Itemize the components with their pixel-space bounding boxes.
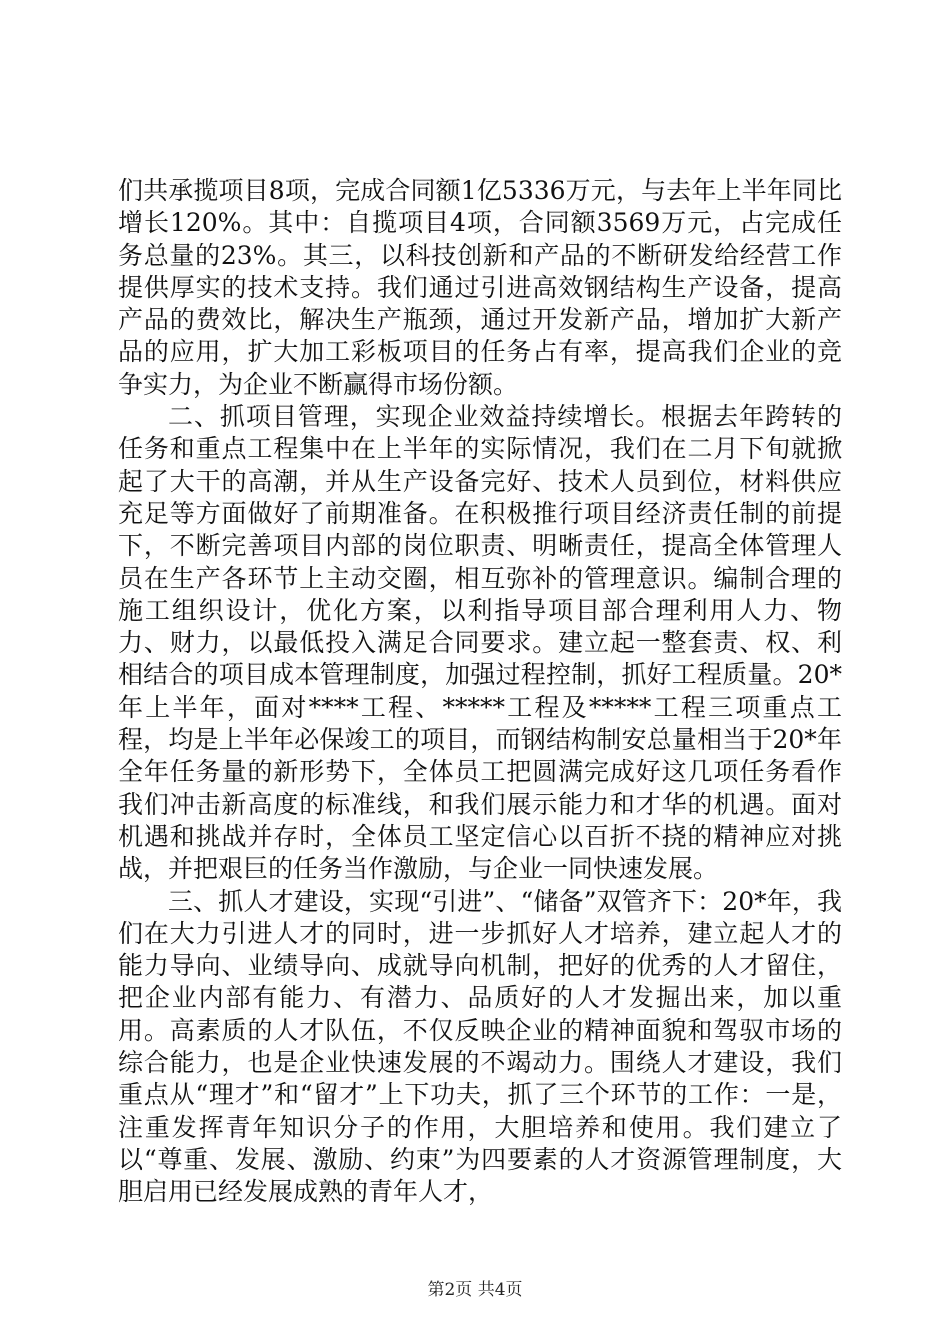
paragraph-1: 们共承揽项目8项，完成合同额1亿5336万元，与去年上半年同比增长120%。其中：自揽项目4项，合同额3569万元，占完成任务总量的23%。其三，以科技创新和产品的不断研发给经营工作提供厚实的技术支持。我们通过引进高效钢结构生产设备，提高产品的费效比，解决生产瓶颈，通过开发新产品，增加扩大新产品的应用，扩大加工彩板项目的任务占有率，提高我们企业的竞争实力，为企业不断赢得市场份额。: [118, 176, 842, 399]
paragraph-2-project-management: 二、抓项目管理，实现企业效益持续增长。根据去年跨转的任务和重点工程集中在上半年的实际情况，我们在二月下旬就掀起了大干的高潮，并从生产设备完好、技术人员到位，材料供应充足等方面做好了前期准备。在积极推行项目经济责任制的前提下，不断完善项目内部的岗位职责、明晰责任，提高全体管理人员在生产各环节上主动交圈，相互弥补的管理意识。编制合理的施工组织设计，优化方案，以利指导项目部合理利用人力、物力、财力，以最低投入满足合同要求。建立起一整套责、权、利相结合的项目成本管理制度，加强过程控制，抓好工程质量。20*年上半年，面对****工程、*****工程及*****工程三项重点工程，均是上半年必保竣工的项目，而钢结构制安总量相当于20*年全年任务量的新形势下，全体员工把圆满完成好这几项任务看作我们冲击新高度的标准线，和我们展示能力和才华的机遇。面对机遇和挑战并存时，全体员工坚定信心以百折不挠的精神应对挑战，并把艰巨的任务当作激励，与企业一同快速发展。: [118, 402, 842, 884]
paragraph-3-talent-building: 三、抓人才建设，实现“引进”、“储备”双管齐下：20*年，我们在大力引进人才的同时，进一步抓好人才培养，建立起人才的能力导向、业绩导向、成就导向机制，把好的优秀的人才留住，把企业内部有能力、有潜力、品质好的人才发掘出来，加以重用。高素质的人才队伍，不仅反映企业的精神面貌和驾驭市场的综合能力，也是企业快速发展的不竭动力。围绕人才建设，我们重点从“理才”和“留才”上下功夫，抓了三个环节的工作：一是，注重发挥青年知识分子的作用，大胆培养和使用。我们建立了以“尊重、发展、激励、约束”为四要素的人才资源管理制度，大胆启用已经发展成熟的青年人才，: [118, 886, 842, 1207]
page-number-footer: 第2页 共4页: [427, 1280, 523, 1300]
body-text: [118, 175, 842, 1209]
